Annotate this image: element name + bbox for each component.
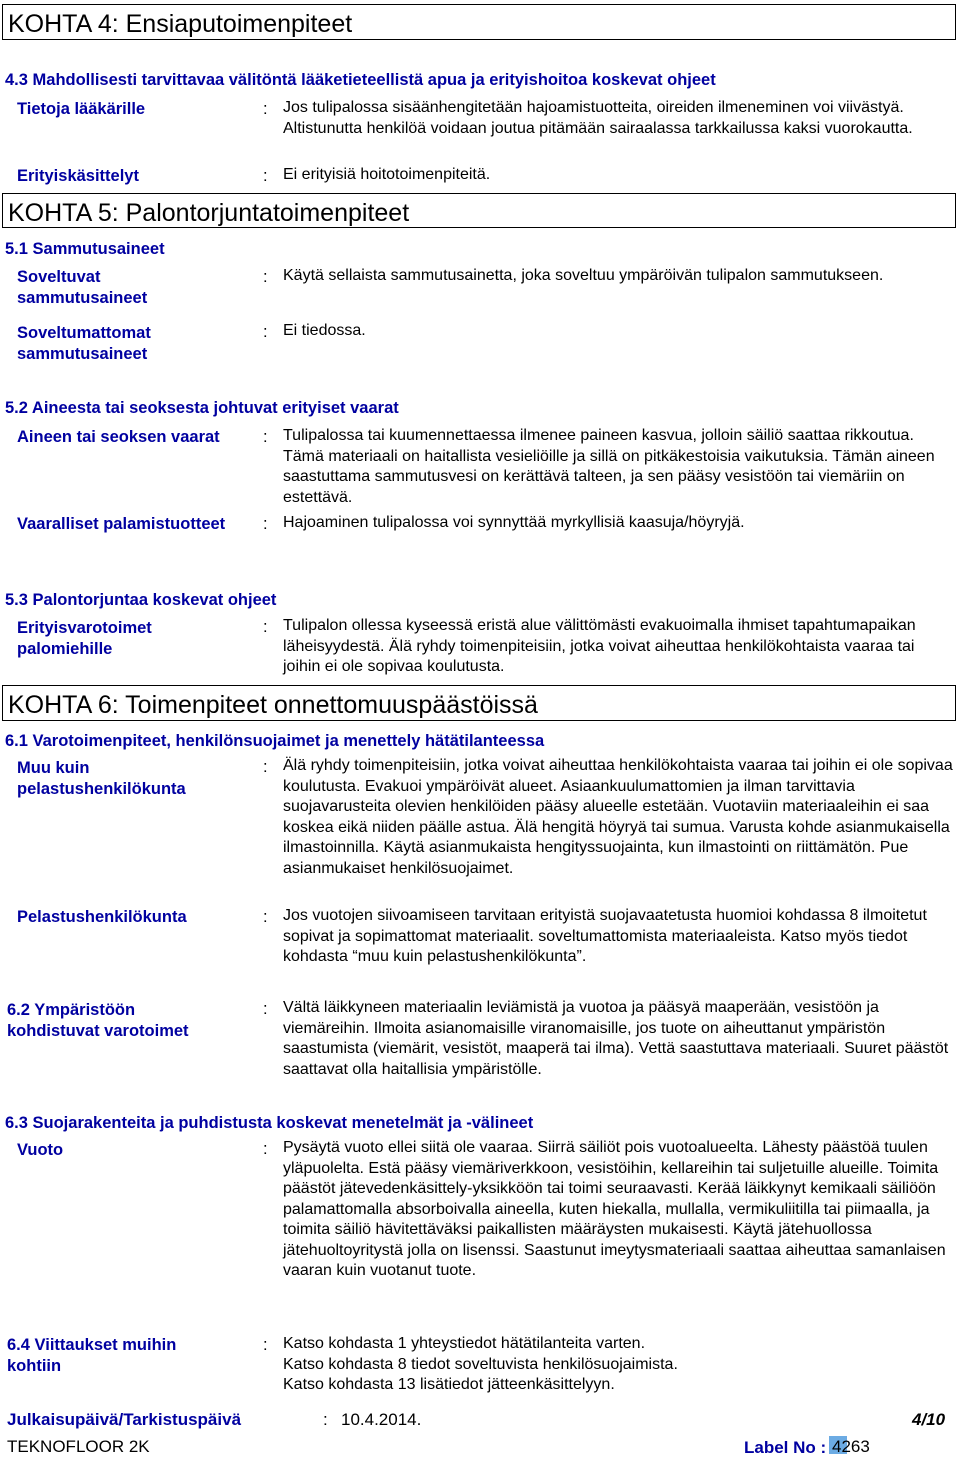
firefighter-label: Erityisvarotoimet palomiehille bbox=[17, 619, 152, 658]
non-emergency-text: Älä ryhdy toimenpiteisiin, jotka voivat aiheuttaa henkilökohtaista vaaraa tai joihin ei ole sopivaa koulutusta. Evakuoi ympäröivät alueet. Asiaankuulumattomien ja ilman tarvittavia suojavarusteita olevien henkilöiden pääsy alueelle estetään. Vuotaviin materiaaleihin ei saa koskea eikä niiden päälle astua. Älä hengitä höyryä tai sumua. Varusta kohde asianmukaisella ilmastoinnilla. Käytä asianmukaista hengityssuojainta, kun ilmastointi on riittämätön. Pue asianmukaiset henkilösuojaimet. bbox=[283, 757, 953, 877]
colon: : bbox=[263, 618, 268, 636]
colon: : bbox=[263, 908, 268, 926]
unsuitable-media-label: Soveltumattomat sammutusaineet bbox=[17, 324, 151, 363]
hazards-text: Tulipalossa tai kuumennettaessa ilmenee paineen kasvua, jolloin säiliö saattaa rikkoutua. Tämä materiaali on haitallista vesieliöille ja sillä on pitkäkestoisia vaikutuksia. Tämän aineen saastuttama sammutusvesi on kerättävä talteen, ja sen pääsy vesistöön tai viemäriin on estettävä. bbox=[283, 427, 935, 506]
leak-label: Vuoto bbox=[17, 1141, 64, 1159]
references-text: Katso kohdasta 1 yhteystiedot hätätilanteita varten. Katso kohdasta 8 tiedot soveltuvista henkilösuojaimista. Katso kohdasta 13 lisätiedot jätteenkäsittelyyn. bbox=[283, 1335, 678, 1393]
label-no-value: 4263 bbox=[832, 1437, 870, 1456]
colon: : bbox=[263, 100, 268, 118]
section-6-heading: KOHTA 6: Toimenpiteet onnettomuuspäästöissä bbox=[2, 685, 956, 721]
colon: : bbox=[263, 167, 268, 185]
firefighter-text: Tulipalon ollessa kyseessä eristä alue välittömästi evakuoimalla ihmiset tapahtumapaikan läheisyydestä. Älä ryhdy toimenpiteisiin, jotka voivat aiheuttaa henkilökohtaista vaaraa tai joihin ei ole sopivaa koulutusta. bbox=[283, 617, 916, 675]
colon: : bbox=[263, 1336, 268, 1354]
special-treatment-label: Erityiskäsittelyt bbox=[17, 167, 139, 185]
unsuitable-media-text: Ei tiedossa. bbox=[283, 322, 366, 339]
subsection-5-2: 5.2 Aineesta tai seoksesta johtuvat erityiset vaarat bbox=[5, 399, 399, 417]
colon: : bbox=[263, 428, 268, 446]
emergency-responder-label: Pelastushenkilökunta bbox=[17, 908, 187, 926]
leak-text: Pysäytä vuoto ellei siitä ole vaaraa. Siirrä säiliöt pois vuotoalueelta. Lähesty päästöä tuulen yläpuolelta. Estä pääsy viemäriverkkoon, vesistöihin, kellareihin tai suljetuille alueille. Toimita päästöt jätevedenkäsittely-yksikköön tai toimi seuraavasti. Kerää läikkynyt kemikaali säiliöön palamattomalla absorboivalla aineella, kuten hiekalla, mullalla, vermikuliitilla tai piimaalla, ja toimita säiliö hävitettäväksi paikallisten määräysten mukaisesti. Käytä jätehuollossa jätehuoltoyritystä jolla on lisenssi. Saastunut imeytysmateriaali saattaa aiheuttaa samanlaisen vaaran kuin vuotanut tuote. bbox=[283, 1139, 946, 1279]
issue-date-value: 10.4.2014. bbox=[341, 1410, 422, 1429]
subsection-5-1: 5.1 Sammutusaineet bbox=[5, 240, 165, 258]
colon: : bbox=[263, 758, 268, 776]
colon: : bbox=[263, 515, 268, 533]
issue-date-label: Julkaisupäivä/Tarkistuspäivä bbox=[7, 1410, 242, 1429]
section-4-heading: KOHTA 4: Ensiaputoimenpiteet bbox=[2, 4, 956, 40]
special-treatment-text: Ei erityisiä hoitotoimenpiteitä. bbox=[283, 166, 491, 183]
references-label: 6.4 Viittaukset muihin kohtiin bbox=[7, 1336, 177, 1375]
product-name: TEKNOFLOOR 2K bbox=[7, 1437, 150, 1456]
colon: : bbox=[263, 268, 268, 286]
section-5-heading: KOHTA 5: Palontorjuntatoimenpiteet bbox=[2, 193, 956, 228]
colon: : bbox=[263, 323, 268, 341]
subsection-4-3: 4.3 Mahdollisesti tarvittavaa välitöntä lääketieteellistä apua ja erityishoitoa koskevat ohjeet bbox=[5, 71, 716, 89]
non-emergency-label: Muu kuin pelastushenkilökunta bbox=[17, 759, 186, 798]
doctor-info-text: Jos tulipalossa sisäänhengitetään hajoamistuotteita, oireiden ilmeneminen voi viivästyä. Altistunutta henkilöä voidaan joutua pitämään sairaalassa tarkkailussa kaksi vuorokautta. bbox=[283, 99, 913, 137]
hazards-label: Aineen tai seoksen vaarat bbox=[17, 428, 220, 446]
colon: : bbox=[263, 1000, 268, 1018]
environmental-label: 6.2 Ympäristöön kohdistuvat varotoimet bbox=[7, 1001, 189, 1040]
label-no-label: Label No : bbox=[744, 1438, 827, 1457]
environmental-text: Vältä läikkyneen materiaalin leviämistä ja vuotoa ja pääsyä maaperään, vesistöön ja viemäreihin. Ilmoita asianomaisille viranomaisille, jos tuote on aiheuttanut ympäristön saastumista (viemärit, vesistöt, maaperä tai ilma). Vettä saastuttava materiaali. Suuret päästöt saattavat olla haitallisia ympäristölle. bbox=[283, 999, 949, 1078]
suitable-media-text: Käytä sellaista sammutusainetta, joka soveltuu ympäröivän tulipalon sammutukseen. bbox=[283, 267, 884, 284]
combustion-products-label: Vaaralliset palamistuotteet bbox=[17, 515, 226, 533]
subsection-5-3: 5.3 Palontorjuntaa koskevat ohjeet bbox=[5, 591, 277, 609]
subsection-6-1: 6.1 Varotoimenpiteet, henkilönsuojaimet ja menettely hätätilanteessa bbox=[5, 732, 545, 750]
doctor-info-label: Tietoja lääkärille bbox=[17, 100, 146, 118]
subsection-6-3: 6.3 Suojarakenteita ja puhdistusta koskevat menetelmät ja -välineet bbox=[5, 1114, 534, 1132]
colon: : bbox=[323, 1410, 328, 1429]
emergency-responder-text: Jos vuotojen siivoamiseen tarvitaan erityistä suojavaatetusta huomioi kohdassa 8 ilmoitetut sopivat ja sopimattomat materiaalit. soveltumattomista materiaaleista. Katso myös tiedot kohdasta “muu kuin pelastushenkilökunta”. bbox=[283, 907, 927, 965]
colon: : bbox=[263, 1140, 268, 1158]
combustion-products-text: Hajoaminen tulipalossa voi synnyttää myrkyllisiä kaasuja/höyryjä. bbox=[283, 514, 745, 531]
page-number: 4/10 bbox=[912, 1410, 946, 1429]
suitable-media-label: Soveltuvat sammutusaineet bbox=[17, 268, 148, 307]
